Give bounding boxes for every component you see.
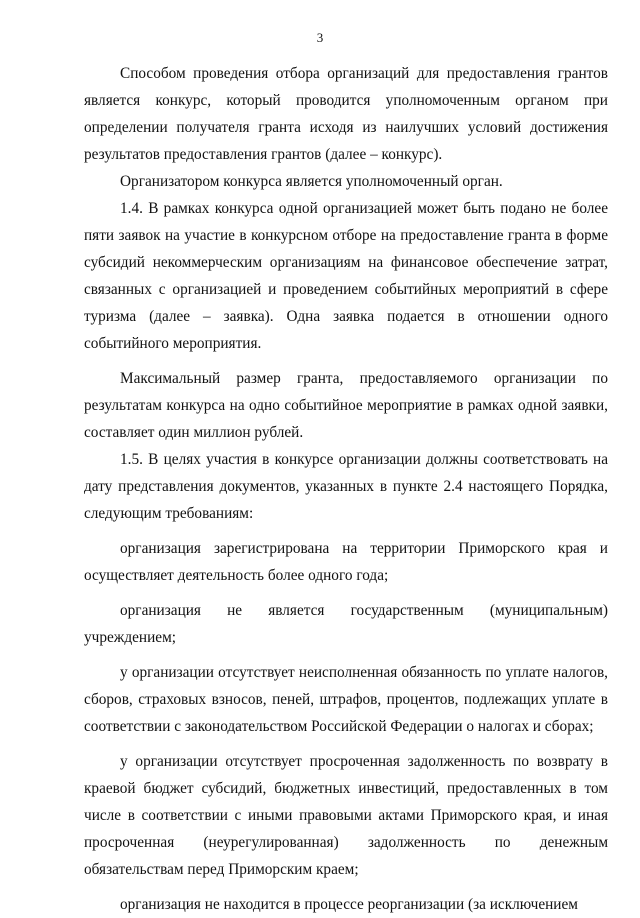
paragraph-organizer: Организатором конкурса является уполномоченный орган. [120,173,503,190]
paragraph-requirement-registered: организация зарегистрирована на территории Приморского края и осуществляет деятельность более одного года; [84,540,608,584]
paragraph-requirement-no-overdue-debt: у организации отсутствует просроченная задолженность по возврату в краевой бюджет субсидий, бюджетных инвестиций, предоставленных в том числе в соответствии с иными правовыми актами Приморского края, и иная просроченная (неурегулированная) задолженность по денежным обязательствам перед Приморским краем; [84,753,608,878]
paragraph-max-grant: Максимальный размер гранта, предоставляемого организации по результатам конкурса на одно событийное мероприятие в рамках одной заявки, составляет один миллион рублей. [84,370,608,441]
paragraph-requirement-no-reorganization: организация не находится в процессе реорганизации (за исключением [120,896,578,913]
paragraph-requirement-no-tax-debt: у организации отсутствует неисполненная обязанность по уплате налогов, сборов, страховых взносов, пеней, штрафов, процентов, подлежащих уплате в соответствии с законодательством Российской Федерации о налогах и сборах; [84,664,608,735]
paragraph-selection-method: Способом проведения отбора организаций для предоставления грантов является конкурс, который проводится уполномоченным органом при определении получателя гранта исходя из наилучших условий достижения результатов предоставления грантов (далее – конкурс). [84,65,608,163]
document-body [84,60,608,918]
paragraph-requirement-not-state: организация не является государственным (муниципальным) учреждением; [84,602,608,646]
paragraph-section-1-4: 1.4. В рамках конкурса одной организацией может быть подано не более пяти заявок на участие в конкурсном отборе на предоставление гранта в форме субсидий некоммерческим организациям на финансовое обеспечение затрат, связанных с организацией и проведением событийных мероприятий в сфере туризма (далее – заявка). Одна заявка подается в отношении одного событийного мероприятия. [84,200,608,352]
page-number: 3 [316,30,324,45]
paragraph-section-1-5: 1.5. В целях участия в конкурсе организации должны соответствовать на дату представления документов, указанных в пункте 2.4 настоящего Порядка, следующим требованиям: [84,451,608,522]
